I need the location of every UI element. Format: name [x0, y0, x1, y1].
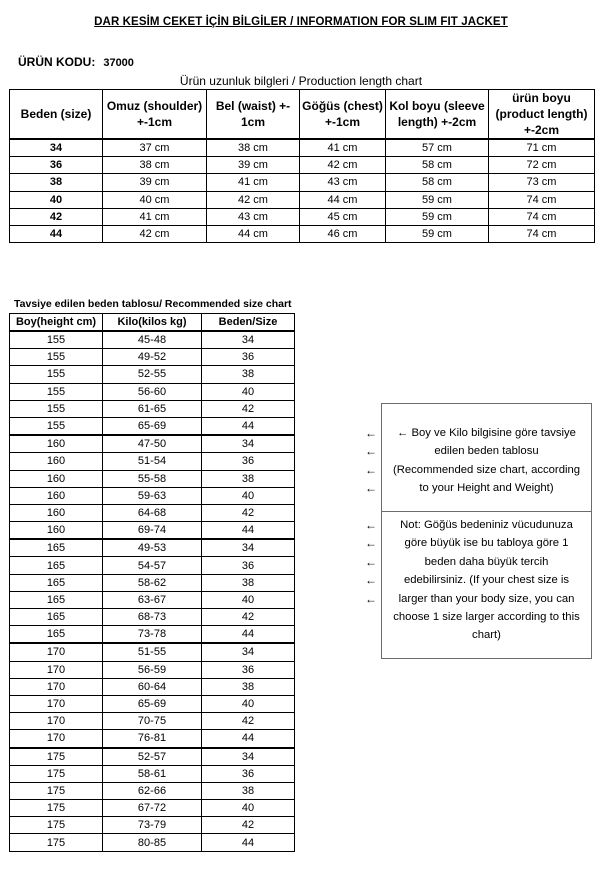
note-line: edebilirsiniz. (If your chest size is — [403, 574, 570, 587]
table-cell: 65-69 — [103, 417, 202, 435]
table-cell: 155 — [10, 366, 103, 383]
table-cell: 175 — [10, 800, 103, 817]
table-cell: 165 — [10, 626, 103, 644]
table-row — [10, 157, 595, 174]
table-cell: 170 — [10, 678, 103, 695]
table-cell: 40 — [202, 695, 295, 712]
table-row — [10, 208, 595, 225]
measurement-cell: 43 cm — [207, 208, 300, 225]
table-cell: 34 — [202, 643, 295, 661]
table-cell: 56-59 — [103, 661, 202, 678]
table-cell: 56-60 — [103, 383, 202, 400]
table-cell: 55-58 — [103, 470, 202, 487]
table-cell: 160 — [10, 504, 103, 521]
table-cell: 175 — [10, 817, 103, 834]
table-cell: 63-67 — [103, 591, 202, 608]
table-row — [10, 713, 295, 730]
measurement-cell: 40 cm — [103, 191, 207, 208]
table-cell: 175 — [10, 782, 103, 799]
measurement-cell: 59 cm — [386, 225, 489, 242]
table-row — [10, 366, 295, 383]
table-cell: 165 — [10, 574, 103, 591]
left-arrow-icon: ← — [365, 481, 377, 496]
page-title: DAR KESİM CEKET İÇİN BİLGİLER / INFORMATION FOR SLIM FIT JACKET — [94, 16, 508, 28]
measurement-cell: 37 cm — [103, 139, 207, 157]
table-cell: 44 — [202, 730, 295, 748]
measurement-cell: 41 cm — [207, 174, 300, 191]
note-line: larger than your body size, you can — [398, 592, 575, 605]
table-row — [10, 349, 295, 366]
product-code — [18, 55, 134, 69]
table-row — [10, 782, 295, 799]
table-cell: 36 — [202, 765, 295, 782]
table-cell: 155 — [10, 400, 103, 417]
table-cell: 36 — [202, 453, 295, 470]
table-cell: 40 — [202, 800, 295, 817]
table-cell: 175 — [10, 748, 103, 766]
table-cell: 44 — [202, 834, 295, 851]
measurement-cell: 41 cm — [103, 208, 207, 225]
table-row — [10, 435, 295, 453]
size-cell: 34 — [10, 139, 103, 157]
table-cell: 44 — [202, 522, 295, 540]
table-row — [10, 834, 295, 851]
info-box-divider — [382, 511, 591, 512]
measurement-cell: 41 cm — [300, 139, 386, 157]
table-cell: 64-68 — [103, 504, 202, 521]
table-cell: 34 — [202, 539, 295, 557]
table-cell: 170 — [10, 695, 103, 712]
table-row — [10, 191, 595, 208]
table-row — [10, 331, 295, 349]
table-row — [10, 591, 295, 608]
table-cell: 42 — [202, 504, 295, 521]
note-line: choose 1 size larger according to this — [393, 611, 580, 624]
size-cell: 38 — [10, 174, 103, 191]
size-cell: 36 — [10, 157, 103, 174]
table-cell: 34 — [202, 331, 295, 349]
table-cell: 80-85 — [103, 834, 202, 851]
size-cell: 42 — [10, 208, 103, 225]
table-cell: 165 — [10, 609, 103, 626]
recommended-header-cell: Boy(height cm) — [10, 314, 103, 332]
table-cell: 40 — [202, 383, 295, 400]
table-cell: 52-57 — [103, 748, 202, 766]
table-cell: 170 — [10, 643, 103, 661]
production-header-cell: Omuz (shoulder) +-1cm — [103, 90, 207, 140]
production-header-cell: ürün boyu (product length) +-2cm — [489, 90, 595, 140]
table-row — [10, 678, 295, 695]
table-row — [10, 470, 295, 487]
table-cell: 69-74 — [103, 522, 202, 540]
table-cell: 49-52 — [103, 349, 202, 366]
table-cell: 42 — [202, 817, 295, 834]
table-row — [10, 661, 295, 678]
measurement-cell: 39 cm — [103, 174, 207, 191]
table-row — [10, 557, 295, 574]
table-cell: 73-78 — [103, 626, 202, 644]
size-cell: 40 — [10, 191, 103, 208]
table-row — [10, 574, 295, 591]
table-cell: 160 — [10, 522, 103, 540]
table-cell: 52-55 — [103, 366, 202, 383]
table-cell: 34 — [202, 748, 295, 766]
note-line: ← Boy ve Kilo bilgisine göre tavsiye — [397, 427, 576, 439]
table-cell: 155 — [10, 349, 103, 366]
table-cell: 155 — [10, 331, 103, 349]
recommended-header-cell: Kilo(kilos kg) — [103, 314, 202, 332]
table-cell: 36 — [202, 661, 295, 678]
table-cell: 40 — [202, 487, 295, 504]
table-row — [10, 522, 295, 540]
table-cell: 61-65 — [103, 400, 202, 417]
measurement-cell: 42 cm — [207, 191, 300, 208]
table-row — [10, 609, 295, 626]
table-row — [10, 453, 295, 470]
left-arrow-icon: ← — [365, 573, 377, 588]
table-cell: 44 — [202, 626, 295, 644]
product-code-value: 37000 — [103, 57, 134, 69]
table-row — [10, 139, 595, 157]
table-cell: 62-66 — [103, 782, 202, 799]
table-cell: 38 — [202, 470, 295, 487]
measurement-cell: 57 cm — [386, 139, 489, 157]
table-row — [10, 626, 295, 644]
table-cell: 60-64 — [103, 678, 202, 695]
left-arrow-icon: ← — [365, 462, 377, 477]
table-cell: 58-61 — [103, 765, 202, 782]
production-header-cell: Bel (waist) +- 1cm — [207, 90, 300, 140]
table-cell: 44 — [202, 417, 295, 435]
size-cell: 44 — [10, 225, 103, 242]
table-cell: 160 — [10, 487, 103, 504]
table-row — [10, 487, 295, 504]
table-cell: 34 — [202, 435, 295, 453]
size-info-box — [381, 403, 592, 659]
table-cell: 51-54 — [103, 453, 202, 470]
table-row — [10, 695, 295, 712]
size-recommendation-note — [384, 424, 589, 498]
note-line: chart) — [472, 629, 501, 642]
measurement-cell: 43 cm — [300, 174, 386, 191]
table-row — [10, 817, 295, 834]
table-cell: 36 — [202, 557, 295, 574]
table-row — [10, 504, 295, 521]
left-arrow-icon: ← — [365, 554, 377, 569]
table-cell: 42 — [202, 713, 295, 730]
table-row — [10, 400, 295, 417]
table-cell: 160 — [10, 453, 103, 470]
table-cell: 73-79 — [103, 817, 202, 834]
table-cell: 165 — [10, 591, 103, 608]
left-arrow-icon: ← — [365, 518, 377, 532]
table-row — [10, 417, 295, 435]
measurement-cell: 38 cm — [103, 157, 207, 174]
measurement-cell: 46 cm — [300, 225, 386, 242]
recommended-chart-caption: Tavsiye edilen beden tablosu/ Recommended size chart — [14, 298, 292, 310]
table-cell: 36 — [202, 349, 295, 366]
left-arrow-icon: ← — [365, 591, 377, 606]
production-length-table — [9, 89, 595, 243]
arrow-column-2 — [365, 516, 377, 608]
arrow-column-1 — [365, 424, 377, 498]
table-cell: 165 — [10, 539, 103, 557]
measurement-cell: 59 cm — [386, 208, 489, 225]
measurement-cell: 71 cm — [489, 139, 595, 157]
measurement-cell: 44 cm — [207, 225, 300, 242]
table-row — [10, 748, 295, 766]
measurement-cell: 58 cm — [386, 174, 489, 191]
table-cell: 170 — [10, 661, 103, 678]
table-row — [10, 539, 295, 557]
measurement-cell: 59 cm — [386, 191, 489, 208]
measurement-cell: 42 cm — [300, 157, 386, 174]
note-line: (Recommended size chart, according — [392, 463, 581, 476]
table-cell: 76-81 — [103, 730, 202, 748]
table-cell: 170 — [10, 713, 103, 730]
table-cell: 65-69 — [103, 695, 202, 712]
table-cell: 47-50 — [103, 435, 202, 453]
measurement-cell: 58 cm — [386, 157, 489, 174]
table-cell: 59-63 — [103, 487, 202, 504]
table-row — [10, 800, 295, 817]
table-cell: 38 — [202, 782, 295, 799]
measurement-cell: 74 cm — [489, 191, 595, 208]
table-cell: 170 — [10, 730, 103, 748]
measurement-cell: 39 cm — [207, 157, 300, 174]
note-line: to your Height and Weight) — [419, 482, 554, 495]
table-cell: 160 — [10, 435, 103, 453]
table-cell: 38 — [202, 678, 295, 695]
table-row — [10, 643, 295, 661]
production-header-cell: Beden (size) — [10, 90, 103, 140]
production-chart-caption: Ürün uzunluk bilgleri / Production length chart — [179, 74, 423, 88]
left-arrow-icon: ← — [365, 536, 377, 551]
table-cell: 175 — [10, 834, 103, 851]
note-line: edilen beden tablosu — [434, 445, 539, 458]
table-cell: 70-75 — [103, 713, 202, 730]
note-line: göre büyük ise bu tabloya göre 1 — [404, 537, 569, 550]
table-row — [10, 174, 595, 191]
table-cell: 54-57 — [103, 557, 202, 574]
measurement-cell: 45 cm — [300, 208, 386, 225]
production-header-cell: Göğüs (chest) +-1cm — [300, 90, 386, 140]
measurement-cell: 74 cm — [489, 208, 595, 225]
table-cell: 40 — [202, 591, 295, 608]
table-cell: 165 — [10, 557, 103, 574]
production-header-cell: Kol boyu (sleeve length) +-2cm — [386, 90, 489, 140]
left-arrow-icon: ← — [365, 426, 377, 440]
table-cell: 68-73 — [103, 609, 202, 626]
measurement-cell: 73 cm — [489, 174, 595, 191]
table-cell: 67-72 — [103, 800, 202, 817]
note-line: beden daha büyük tercih — [424, 555, 549, 568]
table-cell: 42 — [202, 400, 295, 417]
table-cell: 155 — [10, 417, 103, 435]
table-cell: 49-53 — [103, 539, 202, 557]
measurement-cell: 72 cm — [489, 157, 595, 174]
table-cell: 42 — [202, 609, 295, 626]
table-row — [10, 225, 595, 242]
table-cell: 45-48 — [103, 331, 202, 349]
table-cell: 38 — [202, 574, 295, 591]
table-cell: 175 — [10, 765, 103, 782]
measurement-cell: 38 cm — [207, 139, 300, 157]
chest-size-note — [384, 516, 589, 645]
note-line: Not: Göğüs bedeniniz vücudunuza — [400, 519, 573, 531]
measurement-cell: 44 cm — [300, 191, 386, 208]
recommended-header-cell: Beden/Size — [202, 314, 295, 332]
table-cell: 58-62 — [103, 574, 202, 591]
table-cell: 160 — [10, 470, 103, 487]
table-row — [10, 765, 295, 782]
product-code-label: ÜRÜN KODU: — [18, 55, 96, 69]
left-arrow-icon: ← — [365, 444, 377, 459]
recommended-size-table — [9, 313, 295, 852]
measurement-cell: 74 cm — [489, 225, 595, 242]
measurement-cell: 42 cm — [103, 225, 207, 242]
table-cell: 38 — [202, 366, 295, 383]
table-cell: 155 — [10, 383, 103, 400]
table-row — [10, 730, 295, 748]
table-row — [10, 383, 295, 400]
table-cell: 51-55 — [103, 643, 202, 661]
